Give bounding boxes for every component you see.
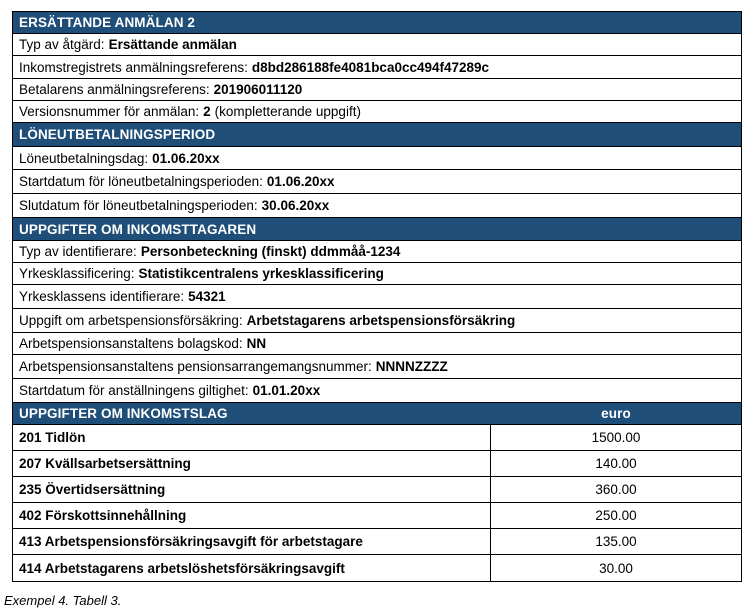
field-row-period-start	[13, 170, 741, 194]
field-label: Slutdatum för löneutbetalningsperioden:	[19, 198, 258, 213]
income-type-amount: 30.00	[599, 560, 633, 576]
field-row-occupation-code	[13, 285, 741, 309]
field-value: 201906011120	[213, 82, 303, 97]
field-value: 01.01.20xx	[252, 383, 321, 398]
field-label: Arbetspensionsanstaltens bolagskod:	[19, 336, 243, 351]
income-type-name: 207 Kvällsarbetsersättning	[13, 451, 491, 476]
field-row-pension-insurance	[13, 309, 741, 333]
field-value: Arbetstagarens arbetspensionsförsäkring	[246, 313, 516, 328]
income-type-row	[13, 555, 741, 581]
field-value: 01.06.20xx	[152, 150, 220, 166]
field-value: 01.06.20xx	[266, 174, 335, 189]
income-type-name: 201 Tidlön	[13, 425, 491, 450]
section-header-income-earner	[13, 218, 741, 241]
section-header-replacement-report	[13, 12, 741, 34]
field-label: Yrkesklassificering:	[19, 266, 135, 281]
income-type-row	[13, 529, 741, 555]
field-value: Ersättande anmälan	[108, 37, 237, 52]
section-title: LÖNEUTBETALNINGSPERIOD	[19, 127, 216, 142]
field-value: NNNNZZZZ	[375, 359, 448, 374]
income-type-row	[13, 477, 741, 503]
income-type-name: 402 Förskottsinnehållning	[13, 503, 491, 528]
field-row-occupation-classification	[13, 263, 741, 285]
income-type-row	[13, 451, 741, 477]
report-table	[12, 11, 742, 582]
field-row-period-end	[13, 194, 741, 218]
section-header-income-types	[13, 403, 741, 425]
field-row-pension-company-code	[13, 333, 741, 355]
section-title: ERSÄTTANDE ANMÄLAN 2	[19, 15, 195, 30]
income-type-amount: 140.00	[595, 456, 637, 471]
field-value: 54321	[188, 289, 226, 304]
income-type-row	[13, 503, 741, 529]
field-value: 30.06.20xx	[261, 198, 330, 213]
income-type-row	[13, 425, 741, 451]
field-label: Löneutbetalningsdag:	[19, 150, 149, 166]
income-type-amount: 360.00	[595, 482, 637, 497]
field-label: Startdatum för löneutbetalningsperioden:	[19, 174, 263, 189]
field-row-payer-ref	[13, 79, 741, 101]
income-type-amount: 1500.00	[591, 430, 641, 445]
field-value: 2	[203, 104, 211, 119]
field-value: NN	[246, 336, 267, 351]
field-label: Typ av identifierare:	[19, 244, 137, 259]
field-note: (kompletterande uppgift)	[214, 104, 361, 119]
field-label: Versionsnummer för anmälan:	[19, 104, 200, 119]
field-value: Personbeteckning (finskt) ddmmåå-1234	[140, 244, 401, 259]
field-row-action-type	[13, 34, 741, 56]
field-row-payment-date	[13, 147, 741, 170]
income-type-amount: 135.00	[595, 534, 637, 549]
income-type-amount: 250.00	[595, 508, 637, 523]
table-caption: Exempel 4. Tabell 3.	[4, 593, 122, 608]
section-title: UPPGIFTER OM INKOMSTTAGAREN	[19, 221, 257, 237]
field-row-identifier-type	[13, 241, 741, 263]
field-row-employment-start	[13, 379, 741, 403]
field-label: Arbetspensionsanstaltens pensionsarrangemangsnummer:	[19, 359, 372, 374]
section-title: UPPGIFTER OM INKOMSTSLAG	[19, 406, 228, 421]
income-type-name: 414 Arbetstagarens arbetslöshetsförsäkringsavgift	[13, 555, 491, 581]
field-label: Uppgift om arbetspensionsförsäkring:	[19, 313, 243, 328]
field-label: Betalarens anmälningsreferens:	[19, 82, 210, 97]
field-label: Inkomstregistrets anmälningsreferens:	[19, 59, 248, 75]
income-type-name: 235 Övertidsersättning	[13, 477, 491, 502]
section-header-pay-period	[13, 123, 741, 147]
field-label: Typ av åtgärd:	[19, 37, 105, 52]
field-row-income-register-ref	[13, 56, 741, 79]
income-type-name: 413 Arbetspensionsförsäkringsavgift för arbetstagare	[13, 529, 491, 554]
field-row-pension-arrangement-number	[13, 355, 741, 379]
field-value: d8bd286188fe4081bca0cc494f47289c	[251, 59, 490, 75]
field-label: Yrkesklassens identifierare:	[19, 289, 185, 304]
field-row-version-number	[13, 101, 741, 123]
field-value: Statistikcentralens yrkesklassificering	[138, 266, 384, 281]
currency-column-header: euro	[601, 406, 631, 421]
field-label: Startdatum för anställningens giltighet:	[19, 383, 249, 398]
